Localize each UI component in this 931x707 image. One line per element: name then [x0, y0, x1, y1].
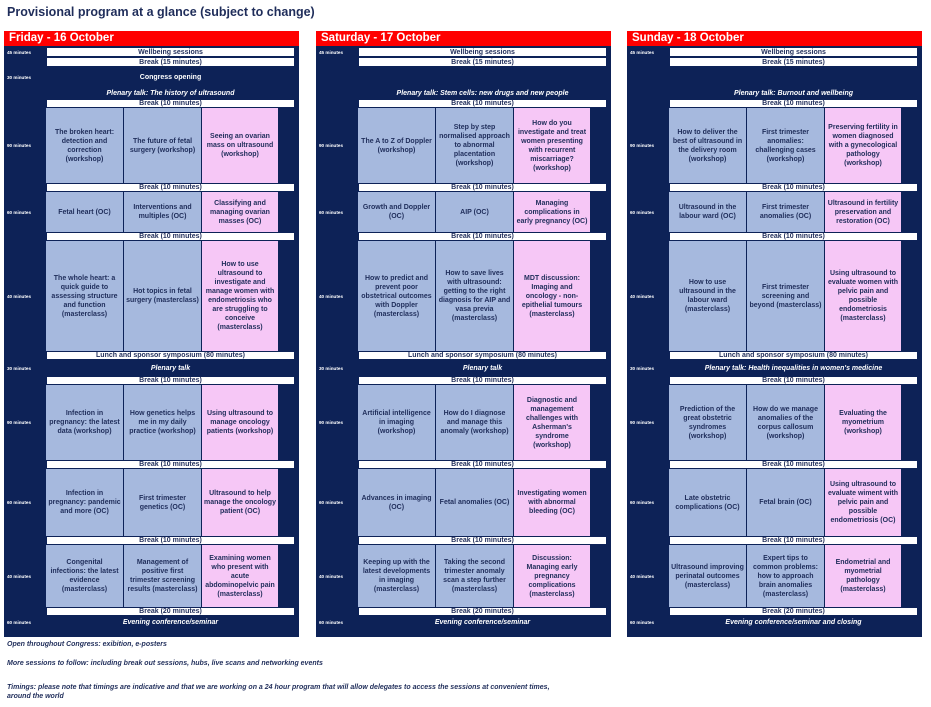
break-bar: Break (10 minutes) — [46, 232, 295, 241]
duration-label: 60 minutes — [630, 209, 654, 215]
schedule-row — [627, 376, 922, 385]
session-cell[interactable]: How to save lives with ultrasound: getting to the right diagnosis for AIP and vasa previa (masterclass) — [436, 241, 514, 351]
session-cell[interactable]: Hot topics in fetal surgery (masterclass) — [124, 241, 202, 351]
session-cell[interactable]: Fetal heart (OC) — [46, 192, 124, 232]
session-cell[interactable]: Preserving fertility in women diagnosed with a gynecological pathology (workshop) — [825, 108, 902, 183]
duration-label: 30 minutes — [7, 74, 31, 80]
footer-timings-note: Timings: please note that timings are indicative and that we are working on a 24 hour program that will allow delegates to access the sessions at convenient times, around the world — [7, 684, 550, 700]
duration-label: 90 minutes — [630, 143, 654, 148]
duration-label: 60 minutes — [630, 620, 654, 625]
schedule-row — [4, 616, 299, 629]
schedule-row — [316, 616, 611, 629]
session-cell[interactable]: MDT discussion: Imaging and oncology - non-epithelial tumours (masterclass) — [514, 241, 591, 351]
evening-bar: Evening conference/seminar and closing — [669, 616, 918, 629]
session-cell[interactable]: Infection in pregnancy: pandemic and more (OC) — [46, 469, 124, 536]
footer-more-sessions: More sessions to follow: including break out sessions, hubs, live scans and networking events — [7, 660, 323, 667]
schedule-row — [4, 469, 299, 536]
schedule-row — [316, 607, 611, 616]
session-cell[interactable]: The future of fetal surgery (workshop) — [124, 108, 202, 183]
session-cell[interactable]: Fetal anomalies (OC) — [436, 469, 514, 536]
duration-label: 30 minutes — [319, 365, 343, 371]
schedule-row — [627, 241, 922, 351]
schedule-row — [4, 108, 299, 183]
schedule-row — [627, 545, 922, 607]
schedule-row — [316, 192, 611, 232]
schedule-row — [627, 469, 922, 536]
plenary-bar: Plenary talk: Stem cells: new drugs and new people — [358, 87, 607, 99]
session-cell[interactable]: Congenital infections: the latest evidence (masterclass) — [46, 545, 124, 607]
break-bar: Break (10 minutes) — [669, 99, 918, 108]
schedule-row — [627, 108, 922, 183]
break-bar: Break (10 minutes) — [669, 536, 918, 545]
schedule-row — [4, 192, 299, 232]
schedule-row — [316, 460, 611, 469]
plenary-bar: Plenary talk — [358, 362, 607, 374]
break-bar: Break (10 minutes) — [358, 536, 607, 545]
duration-label: 90 minutes — [7, 143, 31, 148]
break-bar: Break (15 minutes) — [358, 57, 607, 67]
session-cell[interactable]: Evaluating the myometrium (workshop) — [825, 385, 902, 460]
session-cell[interactable]: Interventions and multiples (OC) — [124, 192, 202, 232]
session-cell[interactable]: Expert tips to common problems: how to approach brain anomalies (masterclass) — [747, 545, 825, 607]
break-bar: Break (10 minutes) — [669, 376, 918, 385]
lunch-bar: Lunch and sponsor symposium (80 minutes) — [669, 351, 918, 360]
duration-label: 90 minutes — [319, 420, 343, 425]
duration-label: 45 minutes — [319, 49, 343, 55]
duration-label: 60 minutes — [630, 500, 654, 505]
footer-open-note: Open throughout Congress: exibition, e-posters — [7, 641, 167, 648]
duration-label: 30 minutes — [630, 365, 654, 371]
duration-label: 60 minutes — [319, 620, 343, 625]
break-bar: Break (20 minutes) — [46, 607, 295, 616]
duration-label: 40 minutes — [7, 293, 31, 299]
session-cell[interactable]: Prediction of the great obstetric syndromes (workshop) — [669, 385, 747, 460]
break-bar: Break (10 minutes) — [669, 183, 918, 192]
session-cell[interactable]: AIP (OC) — [436, 192, 514, 232]
duration-label: 40 minutes — [319, 293, 343, 299]
session-cell[interactable]: First trimester genetics (OC) — [124, 469, 202, 536]
schedule-row — [316, 241, 611, 351]
day-column — [627, 31, 922, 637]
session-cell[interactable]: How to deliver the best of ultrasound in the delivery room (workshop) — [669, 108, 747, 183]
day-header: Sunday - 18 October — [627, 31, 922, 46]
schedule-row — [316, 232, 611, 241]
duration-label: 45 minutes — [7, 49, 31, 55]
break-bar: Break (10 minutes) — [46, 460, 295, 469]
break-bar: Break (10 minutes) — [46, 183, 295, 192]
plenary-bar: Plenary talk: Burnout and wellbeing — [669, 87, 918, 99]
schedule-row — [627, 232, 922, 241]
duration-label: 40 minutes — [319, 573, 343, 579]
schedule-row — [627, 460, 922, 469]
duration-label: 60 minutes — [7, 500, 31, 505]
session-cell[interactable]: Ultrasound to help manage the oncology patient (OC) — [202, 469, 279, 536]
break-bar: Break (10 minutes) — [46, 376, 295, 385]
session-cell[interactable]: The A to Z of Doppler (workshop) — [358, 108, 436, 183]
schedule-row — [316, 108, 611, 183]
session-cell[interactable]: Using ultrasound to evaluate women with pelvic pain and possible endometriosis (masterclass) — [825, 241, 902, 351]
schedule-row — [316, 99, 611, 108]
schedule-row — [4, 47, 299, 57]
break-bar: Break (10 minutes) — [358, 376, 607, 385]
duration-label: 40 minutes — [7, 573, 31, 579]
break-bar: Break (10 minutes) — [669, 460, 918, 469]
session-cell[interactable]: Growth and Doppler (OC) — [358, 192, 436, 232]
duration-label: 90 minutes — [7, 420, 31, 425]
break-bar: Break (10 minutes) — [358, 183, 607, 192]
wellbeing-bar: Wellbeing sessions — [46, 47, 295, 57]
schedule-row — [316, 87, 611, 99]
session-cell[interactable]: Keeping up with the latest developments in imaging (masterclass) — [358, 545, 436, 607]
session-cell[interactable]: Diagnostic and management challenges with Asherman's syndrome (workshop) — [514, 385, 591, 460]
schedule-row — [627, 536, 922, 545]
session-cell[interactable]: First trimester anomalies: challenging cases (workshop) — [747, 108, 825, 183]
session-cell[interactable]: Step by step normalised approach to abnormal placentation (workshop) — [436, 108, 514, 183]
session-cell[interactable]: The broken heart: detection and correction (workshop) — [46, 108, 124, 183]
day-column — [316, 31, 611, 637]
schedule-row — [316, 351, 611, 360]
schedule-row — [316, 536, 611, 545]
session-cell[interactable]: Managing complications in early pregnancy (OC) — [514, 192, 591, 232]
session-cell[interactable]: Using ultrasound to evaluate wiment with pelvic pain and possible endometriosis (OC) — [825, 469, 902, 536]
break-bar: Break (10 minutes) — [669, 232, 918, 241]
schedule-row — [4, 351, 299, 360]
duration-label: 45 minutes — [630, 49, 654, 55]
session-cell[interactable]: How to predict and prevent poor obstetrical outcomes with Doppler (masterclass) — [358, 241, 436, 351]
plenary-bar: Plenary talk: Health inequalities in women's medicine — [669, 362, 918, 374]
break-bar: Break (20 minutes) — [669, 607, 918, 616]
session-cell[interactable]: Examining women who present with acute abdominopelvic pain (masterclass) — [202, 545, 279, 607]
schedule-row — [316, 385, 611, 460]
session-cell[interactable]: First trimester screening and beyond (masterclass) — [747, 241, 825, 351]
evening-bar: Evening conference/seminar — [358, 616, 607, 629]
break-bar: Break (20 minutes) — [358, 607, 607, 616]
wellbeing-bar: Wellbeing sessions — [669, 47, 918, 57]
page-title: Provisional program at a glance (subject to change) — [7, 5, 315, 19]
session-cell[interactable]: Late obstetric complications (OC) — [669, 469, 747, 536]
lunch-bar: Lunch and sponsor symposium (80 minutes) — [358, 351, 607, 360]
schedule-row — [627, 616, 922, 629]
session-cell[interactable]: Infection in pregnancy: the latest data (workshop) — [46, 385, 124, 460]
schedule-row — [316, 362, 611, 374]
schedule-row — [4, 67, 299, 87]
schedule-row — [627, 351, 922, 360]
duration-label: 60 minutes — [319, 209, 343, 215]
duration-label: 60 minutes — [7, 209, 31, 215]
session-cell[interactable]: Taking the second trimester anomaly scan a step further (masterclass) — [436, 545, 514, 607]
schedule-row — [4, 232, 299, 241]
session-cell[interactable]: How to use ultrasound in the labour ward (masterclass) — [669, 241, 747, 351]
schedule-row — [4, 536, 299, 545]
plenary-bar: Plenary talk — [46, 362, 295, 374]
duration-label: 60 minutes — [319, 500, 343, 505]
schedule-row — [4, 99, 299, 108]
duration-label: 40 minutes — [630, 573, 654, 579]
session-cell[interactable]: How to use ultrasound to investigate and manage women with endometriosis who are struggling to conceive (masterclass) — [202, 241, 279, 351]
day-header: Saturday - 17 October — [316, 31, 611, 46]
session-cell[interactable]: Endometrial and myometrial pathology (masterclass) — [825, 545, 902, 607]
break-bar: Break (10 minutes) — [358, 460, 607, 469]
schedule-row — [627, 192, 922, 232]
schedule-row — [4, 57, 299, 67]
schedule-row — [627, 99, 922, 108]
schedule-row — [627, 607, 922, 616]
plenary-bar: Plenary talk: The history of ultrasound — [46, 87, 295, 99]
schedule-row — [316, 469, 611, 536]
session-cell[interactable]: How do you investigate and treat women presenting with recurrent miscarriage? (workshop) — [514, 108, 591, 183]
schedule-row — [4, 87, 299, 99]
session-cell[interactable]: Using ultrasound to manage oncology patients (workshop) — [202, 385, 279, 460]
schedule-row — [4, 241, 299, 351]
day-column — [4, 31, 299, 637]
session-cell[interactable]: Classifying and managing ovarian masses (OC) — [202, 192, 279, 232]
session-cell[interactable]: Ultrasound in the labour ward (OC) — [669, 192, 747, 232]
schedule-row — [316, 376, 611, 385]
break-bar: Break (15 minutes) — [46, 57, 295, 67]
break-bar: Break (10 minutes) — [358, 99, 607, 108]
session-cell[interactable]: Fetal brain (OC) — [747, 469, 825, 536]
duration-label: 90 minutes — [630, 420, 654, 425]
schedule-row — [627, 183, 922, 192]
schedule-row — [316, 183, 611, 192]
session-cell[interactable]: Ultrasound improving perinatal outcomes (masterclass) — [669, 545, 747, 607]
schedule-row — [4, 385, 299, 460]
schedule-row — [4, 545, 299, 607]
schedule-row — [627, 57, 922, 67]
session-cell[interactable]: Investigating women with abnormal bleeding (OC) — [514, 469, 591, 536]
schedule-row — [316, 545, 611, 607]
break-bar: Break (15 minutes) — [669, 57, 918, 67]
lunch-bar: Lunch and sponsor symposium (80 minutes) — [46, 351, 295, 360]
schedule-row — [316, 47, 611, 57]
day-header: Friday - 16 October — [4, 31, 299, 46]
duration-label: 60 minutes — [7, 620, 31, 625]
session-cell[interactable]: First trimester anomalies (OC) — [747, 192, 825, 232]
evening-bar: Evening conference/seminar — [46, 616, 295, 629]
session-cell[interactable]: The whole heart: a quick guide to assessing structure and function (masterclass) — [46, 241, 124, 351]
session-cell[interactable]: Seeing an ovarian mass on ultrasound (workshop) — [202, 108, 279, 183]
schedule-row — [627, 385, 922, 460]
session-cell[interactable]: Management of positive first trimester screening results (masterclass) — [124, 545, 202, 607]
session-cell[interactable]: Artificial intelligence in imaging (workshop) — [358, 385, 436, 460]
schedule-row — [627, 47, 922, 57]
wellbeing-bar: Wellbeing sessions — [358, 47, 607, 57]
schedule-row — [4, 183, 299, 192]
duration-label: 40 minutes — [630, 293, 654, 299]
schedule-row — [4, 362, 299, 374]
session-cell[interactable]: Ultrasound in fertility preservation and restoration (OC) — [825, 192, 902, 232]
schedule-row — [627, 87, 922, 99]
session-cell[interactable]: Discussion: Managing early pregnancy complications (masterclass) — [514, 545, 591, 607]
break-bar: Break (10 minutes) — [358, 232, 607, 241]
session-cell[interactable]: How genetics helps me in my daily practice (workshop) — [124, 385, 202, 460]
session-cell[interactable]: Advances in imaging (OC) — [358, 469, 436, 536]
schedule-row — [627, 362, 922, 374]
schedule-row — [4, 460, 299, 469]
break-bar: Break (10 minutes) — [46, 99, 295, 108]
session-cell[interactable]: How do we manage anomalies of the corpus callosum (workshop) — [747, 385, 825, 460]
duration-label: 30 minutes — [7, 365, 31, 371]
break-bar: Break (10 minutes) — [46, 536, 295, 545]
congress-opening-bar: Congress opening — [46, 67, 295, 87]
schedule-row — [4, 607, 299, 616]
schedule-row — [316, 57, 611, 67]
session-cell[interactable]: How do I diagnose and manage this anomaly (workshop) — [436, 385, 514, 460]
duration-label: 90 minutes — [319, 143, 343, 148]
schedule-row — [4, 376, 299, 385]
